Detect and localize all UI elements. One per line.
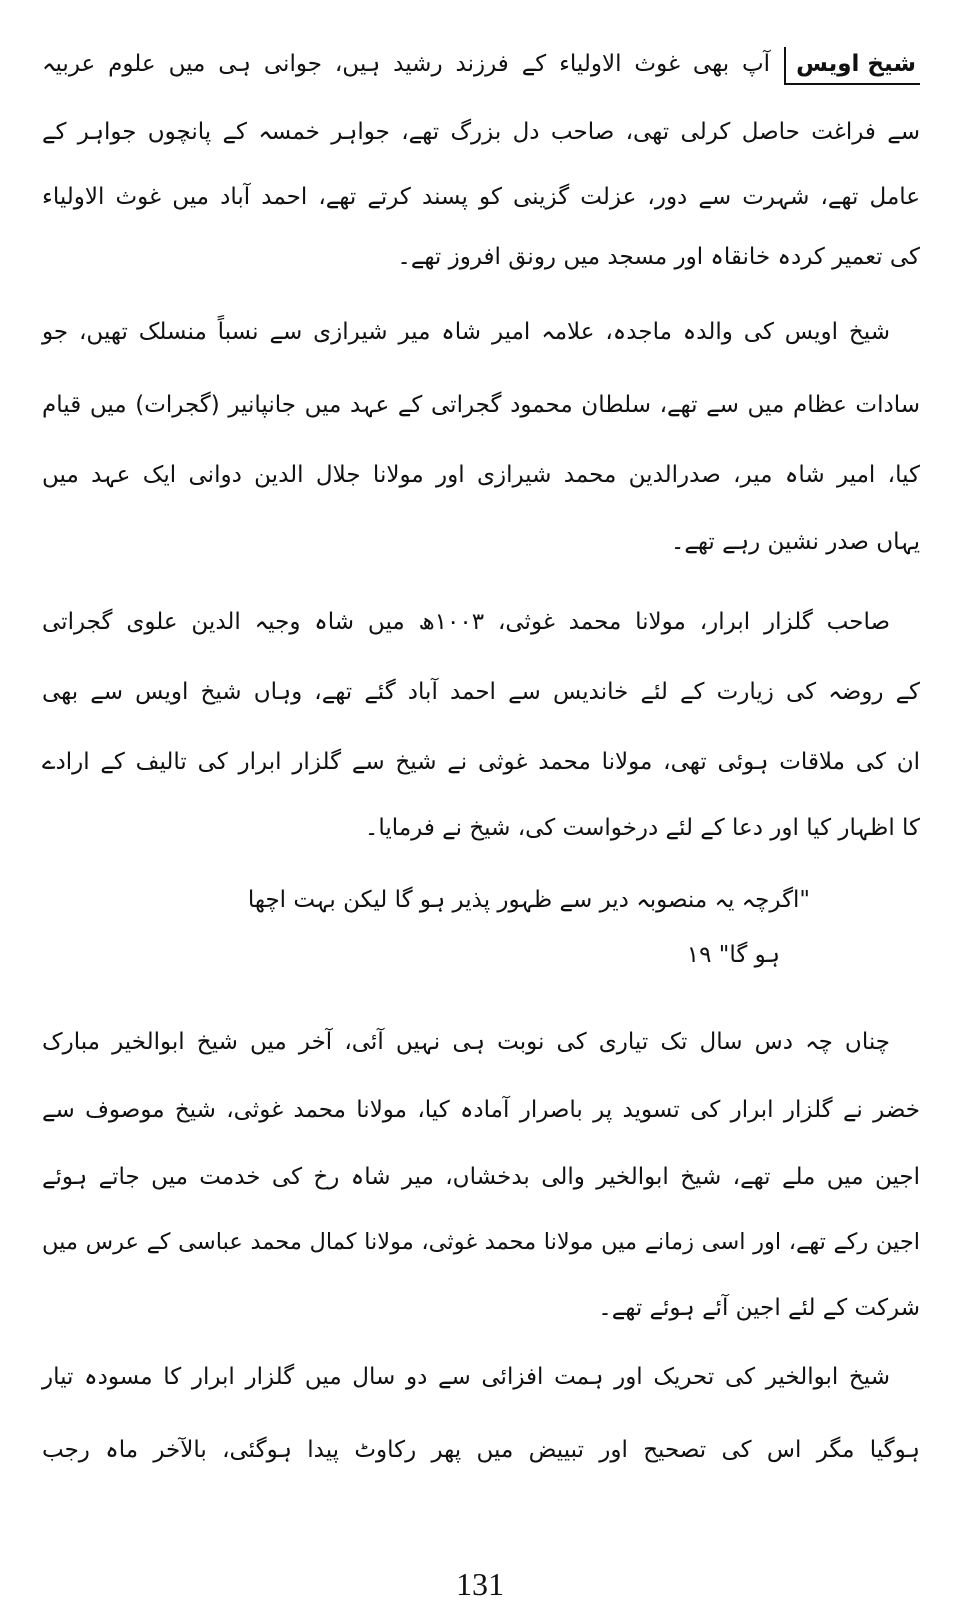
text-line: خضر نے گلزار ابرار کی تسوید پر باصرار آمادہ کیا، مولانا محمد غوثی، شیخ موصوف سے — [42, 1097, 920, 1123]
text-line: اجین میں ملے تھے، شیخ ابوالخیر والی بدخشاں، میر شاہ رخ کی خدمت میں جاتے ہوئے — [42, 1164, 920, 1190]
text-line: چناں چہ دس سال تک تیاری کی نوبت ہی نہیں آئی، آخر میں شیخ ابوالخیر مبارک — [42, 1029, 890, 1055]
text-line: کی تعمیر کردہ خانقاہ اور مسجد میں رونق افروز تھے۔ — [397, 244, 920, 270]
text-line: کیا، امیر شاہ میر، صدرالدین محمد شیرازی اور مولانا جلال الدین دوانی ایک عہد میں — [42, 462, 920, 488]
text-line: شیخ اویس کی والدہ ماجدہ، علامہ امیر شاہ میر شیرازی سے نسباً منسلک تھیں، جو — [42, 319, 890, 345]
text-line: اجین رکے تھے، اور اسی زمانے میں مولانا محمد غوثی، مولانا کمال محمد عباسی کے عرس میں — [42, 1229, 920, 1255]
text-line — [42, 44, 920, 85]
text-line: شرکت کے لئے اجین آئے ہوئے تھے۔ — [598, 1295, 920, 1321]
quote-line: "اگرچہ یہ منصوبہ دیر سے ظہور پذیر ہو گا لیکن بہت اچھا — [247, 887, 810, 913]
text-line: یہاں صدر نشین رہے تھے۔ — [670, 529, 920, 555]
text-line: صاحب گلزار ابرار، مولانا محمد غوثی، ۱۰۰۳ھ میں شاہ وجیہ الدین علوی گجراتی — [42, 609, 891, 635]
text-line: ان کی ملاقات ہوئی تھی، مولانا محمد غوثی نے شیخ سے گلزار ابرار کی تالیف کے ارادے — [42, 749, 920, 775]
text-line: سے فراغت حاصل کرلی تھی، صاحب دل بزرگ تھے، جواہر خمسہ کے پانچوں جواہر کے — [42, 119, 920, 145]
page-number: 131 — [456, 1566, 504, 1602]
text-line: ہوگیا مگر اس کی تصحیح اور تبییض میں پھر رکاوٹ پیدا ہوگئی، بالآخر ماہ رجب — [42, 1437, 920, 1463]
section-heading: شیخ اویس — [784, 47, 920, 85]
line-text: آپ بھی غوث الاولیاء کے فرزند رشید ہیں، جوانی ہی میں علوم عربیہ — [42, 51, 771, 77]
text-line: شیخ ابوالخیر کی تحریک اور ہمت افزائی سے دو سال میں گلزار ابرار کا مسودہ تیار — [42, 1364, 890, 1390]
text-line: کے روضہ کی زیارت کے لئے خاندیس سے احمد آباد گئے تھے، وہاں شیخ اویس سے بھی — [42, 679, 920, 705]
text-line: عامل تھے، شہرت سے دور، عزلت گزینی کو پسند کرتے تھے، احمد آباد میں غوث الاولیاء — [42, 184, 920, 210]
quote-line: ہو گا" ۱۹ — [686, 942, 780, 968]
text-line: سادات عظام میں سے تھے، سلطان محمود گجراتی کے عہد میں جانپانیر (گجرات) میں قیام — [42, 392, 920, 418]
text-line: کا اظہار کیا اور دعا کے لئے درخواست کی، شیخ نے فرمایا۔ — [364, 815, 920, 841]
